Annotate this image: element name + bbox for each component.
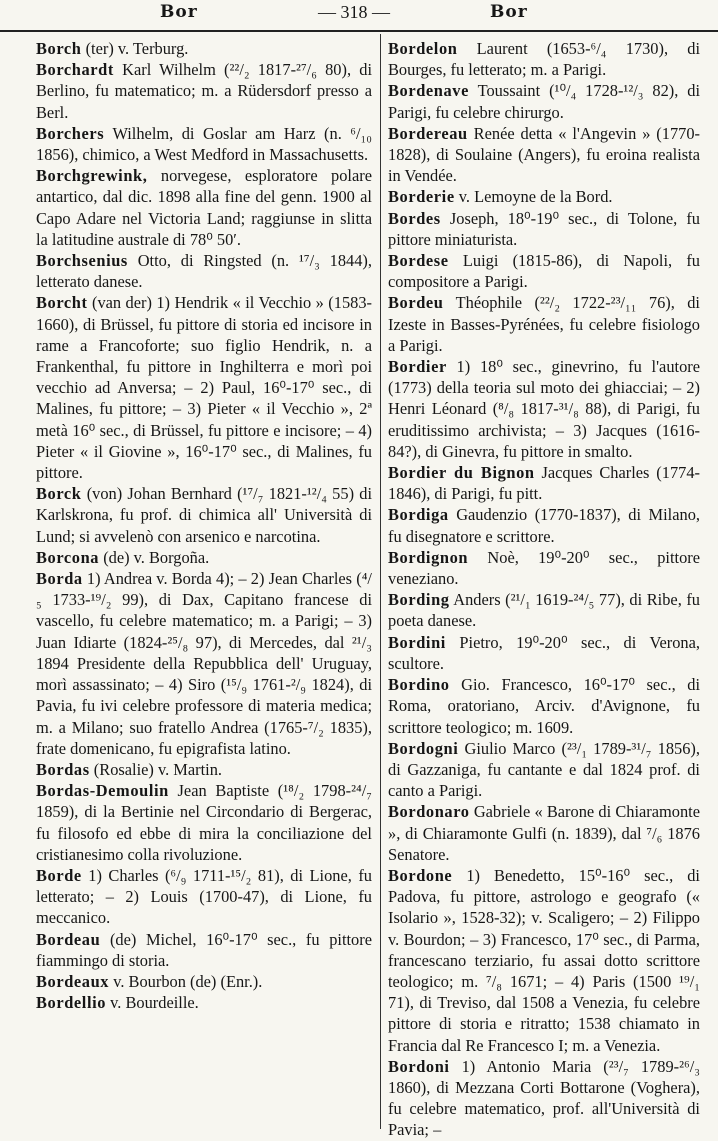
entry-headword: Bordeaux [36,971,110,991]
dictionary-entry [388,589,700,631]
header-right-guide-word: Bor [490,2,528,22]
entry-text: Anders (²¹/₁ 1619-²⁴/₅ 77), di Ribe, fu poeta danese. [388,590,700,631]
entry-text: 1) 18⁰ sec., ginevrino, fu l'autore (1773) della teoria sul moto dei ghiacciai; – 2) Henri Léonard (⁸/₈ 1817-³¹/₈ 88), di Parigi, fu eruditissimo archivista; – 3) Jacques (1616-84?), di Ginevra, fu pittore in smalto. [388,357,700,461]
entry-text: Joseph, 18⁰-19⁰ sec., di Tolone, fu pittore miniaturista. [388,208,700,249]
dictionary-entry [388,738,700,802]
dictionary-entry [36,38,372,59]
entry-headword: Bordoni [388,1056,450,1076]
entry-headword: Bordas-Demoulin [36,781,169,801]
entry-text: (ter) v. Terburg. [81,39,189,58]
dictionary-entry [388,356,700,462]
entry-text: 1) Antonio Maria (²³/₇ 1789-²⁶/₃ 1860), di Mezzana Corti Bottarone (Voghera), fu celebre matematico, prof. all'Università di Pavia; – [388,1056,700,1140]
entry-headword: Borde [36,865,82,885]
dictionary-entry [36,250,372,292]
entry-text: 1) Charles (⁶/₉ 1711-¹⁵/₂ 81), di Lione, fu letterato; – 2) Louis (1700-47), di Lione, fu meccanico. [36,865,372,928]
entry-text: Laurent (1653-⁶/₄ 1730), di Bourges, fu letterato; m. a Parigi. [388,39,700,80]
entry-text: Noè, 19⁰-20⁰ sec., pittore veneziano. [388,547,700,589]
left-column [36,38,372,1013]
entry-headword: Borchsenius [36,251,128,271]
entry-headword: Bordogni [388,738,459,758]
entry-text: (Rosalie) v. Martin. [89,759,223,779]
entry-text: (de) v. Borgoña. [99,547,210,567]
entry-text: norvegese, esploratore polare antartico, dal dic. 1898 alla fine del genn. 1900 al Capo Adare nel Victoria Land; raggiunse in slitta la latitudine australe di 78⁰ 50′. [36,166,372,249]
dictionary-entry [36,929,372,971]
dictionary-entry [388,123,700,187]
dictionary-entry [388,674,700,738]
entry-text: Wilhelm, di Goslar am Harz (n. ⁶/₁₀ 1856), chimico, a West Medford in Massachusetts. [36,123,372,165]
dictionary-entry [36,123,372,165]
dictionary-entry [36,165,372,250]
dictionary-entry [388,250,700,292]
entry-headword: Bordini [388,632,446,652]
dictionary-entry [36,780,372,865]
entry-headword: Borderie [388,187,455,207]
entry-headword: Bordelon [388,39,458,58]
dictionary-entry [36,568,372,759]
entry-headword: Borchers [36,123,105,143]
entry-text: Pietro, 19⁰-20⁰ sec., di Verona, scultore. [388,632,700,673]
page-number: — 318 — [318,2,390,22]
dictionary-entry [36,971,372,992]
entry-text: Gio. Francesco, 16⁰-17⁰ sec., di Roma, oratoriano, Arciv. d'Avignone, fu scrittore teologico; m. 1609. [388,675,700,737]
entry-headword: Bordonaro [388,802,470,822]
entry-text: (de) Michel, 16⁰-17⁰ sec., fu pittore fiammingo di storia. [36,929,372,970]
entry-headword: Bordereau [388,123,468,143]
entry-text: Otto, di Ringsted (n. ¹⁷/₃ 1844), letterato danese. [36,251,372,292]
entry-headword: Borchardt [36,60,114,80]
entry-headword: Bordes [388,208,441,228]
entry-text: Jean Baptiste (¹⁸/₂ 1798-²⁴/₇ 1859), di la Bertinie nel Circondario di Bergerac, fu filosofo ed ebbe di mira la conciliazione del cristianesimo colla rivoluzione. [36,781,372,864]
dictionary-entry [36,547,372,568]
entry-headword: Bordone [388,865,453,885]
entry-text: v. Bourdeille. [106,993,199,1013]
entry-headword: Borch [36,39,82,58]
dictionary-entry [36,59,372,123]
dictionary-entry [388,632,700,674]
dictionary-entry [388,208,700,250]
right-column [388,38,700,1141]
entry-headword: Borcht [36,293,88,313]
page-header [0,0,718,32]
dictionary-entry [388,801,700,865]
entry-text: Jacques Charles (1774-1846), di Parigi, fu pitt. [388,463,700,504]
dictionary-entry [388,462,700,504]
entry-headword: Bordeau [36,929,101,949]
entry-text: (von) Johan Bernhard (¹⁷/₇ 1821-¹²/₄ 55) di Karlskrona, fu prof. di chimica all' Università di Lund; si avvelenò con arsenico e narcotina. [36,484,372,546]
entry-headword: Borcona [36,547,100,567]
entry-text: Karl Wilhelm (²²/₂ 1817-²⁷/₆ 80), di Berlino, fu matematico; m. a Rüdersdorf presso a Berl. [36,60,372,122]
entry-text: (van der) 1) Hendrik « il Vecchio » (1583-1660), di Brüssel, fu pittore di storia ed incisore in rame a Francoforte; suo figlio Hendrik, n. a Frankenthal, fu pittore in Inghilterra e morì poi vecchio ad Anversa; – 2) Paul, 16⁰-17⁰ sec., di Malines, fu pittore; – 3) Pieter « il Vecchio », 2ª metà 16⁰ sec., di Brüssel, fu pittore e incisore; – 4) Pieter « il Giovine », 16⁰-17⁰ sec., di Malines, fu pittore. [36,293,372,483]
column-divider [380,34,381,1129]
entry-text: Luigi (1815-86), di Napoli, fu compositore a Parigi. [388,251,700,292]
entry-headword: Bordenave [388,81,469,101]
entry-text: v. Lemoyne de la Bord. [454,187,613,207]
entry-headword: Bordellio [36,993,107,1013]
entry-text: 1) Benedetto, 15⁰-16⁰ sec., di Padova, fu pittore, astrologo e geografo (« Isolario », 1528-32); v. Scaligero; – 2) Filippo v. Bourdon; – 3) Francesco, 17⁰ sec., di Parma, francescano terziario, fu assai dotto scrittore teologico; m. ⁷/₈ 1671; – 4) Paris (1500 ¹⁹/₁ 71), di Treviso, dal 1508 a Venezia, fu celebre pittore di storia e ritratto; 1538 chiamato in Francia dal Re Francesco I; m. a Venezia. [388,865,700,1055]
dictionary-entry [388,186,700,207]
dictionary-entry [36,483,372,547]
dictionary-entry [388,547,700,589]
entry-headword: Bordier [388,357,447,377]
entry-text: Renée detta « l'Angevin » (1770-1828), di Soulaine (Angers), fu eroina realista in Vendée. [388,123,700,186]
entry-text: 1) Andrea v. Borda 4); – 2) Jean Charles (⁴/₅ 1733-¹⁹/₂ 99), di Dax, Capitano francese di vascello, fu celebre matematico; m. a Parigi; – 3) Juan Idiarte (1824-²⁵/₈ 97), di Mercedes, dal ²¹/₃ 1894 Presidente della Repubblica dell' Uruguay, morì assassinato; – 4) Siro (¹⁵/₉ 1761-²/₉ 1824), di Pavia, fu ivi celebre professore di materia medica; m. a Milano; suo fratello Andrea (1765-⁷/₂ 1835), frate domenicano, fu epigrafista latino. [36,569,372,758]
entry-text: Giulio Marco (²³/₁ 1789-³¹/₇ 1856), di Gazzaniga, fu cantante e dal 1824 prof. di canto a Parigi. [388,738,700,801]
entry-headword: Bordas [36,759,90,779]
dictionary-entry [388,504,700,546]
dictionary-entry [36,292,372,483]
entry-headword: Bordignon [388,547,469,567]
dictionary-entry [36,865,372,929]
dictionary-entry [388,38,700,80]
entry-headword: Bordese [388,251,449,271]
entry-headword: Borda [36,569,83,589]
entry-headword: Bording [388,590,450,610]
entry-headword: Bordeu [388,293,444,313]
entry-text: Toussaint (¹⁰/₄ 1728-¹²/₃ 82), di Parigi, fu celebre chirurgo. [388,81,700,122]
dictionary-entry [388,292,700,356]
entry-headword: Bordier du Bignon [388,463,535,483]
entry-text: v. Bourbon (de) (Enr.). [109,971,263,991]
dictionary-entry [388,80,700,122]
entry-headword: Bordino [388,675,450,695]
dictionary-entry [36,992,372,1013]
entry-headword: Bordiga [388,505,449,525]
dictionary-entry [388,865,700,1056]
entry-text: Théophile (²²/₂ 1722-²³/₁₁ 76), di Izeste in Basses-Pyrénées, fu celebre fisiologo a Parigi. [388,293,700,355]
dictionary-entry [388,1056,700,1141]
entry-headword: Borchgrewink, [36,166,148,186]
header-left-guide-word: Bor [160,2,198,22]
entry-text: Gabriele « Barone di Chiaramonte », di Chiaramonte Gulfi (n. 1839), dal ⁷/₆ 1876 Senatore. [388,802,700,864]
dictionary-entry [36,759,372,780]
entry-headword: Borck [36,484,82,504]
entry-text: Gaudenzio (1770-1837), di Milano, fu disegnatore e scrittore. [388,505,700,546]
